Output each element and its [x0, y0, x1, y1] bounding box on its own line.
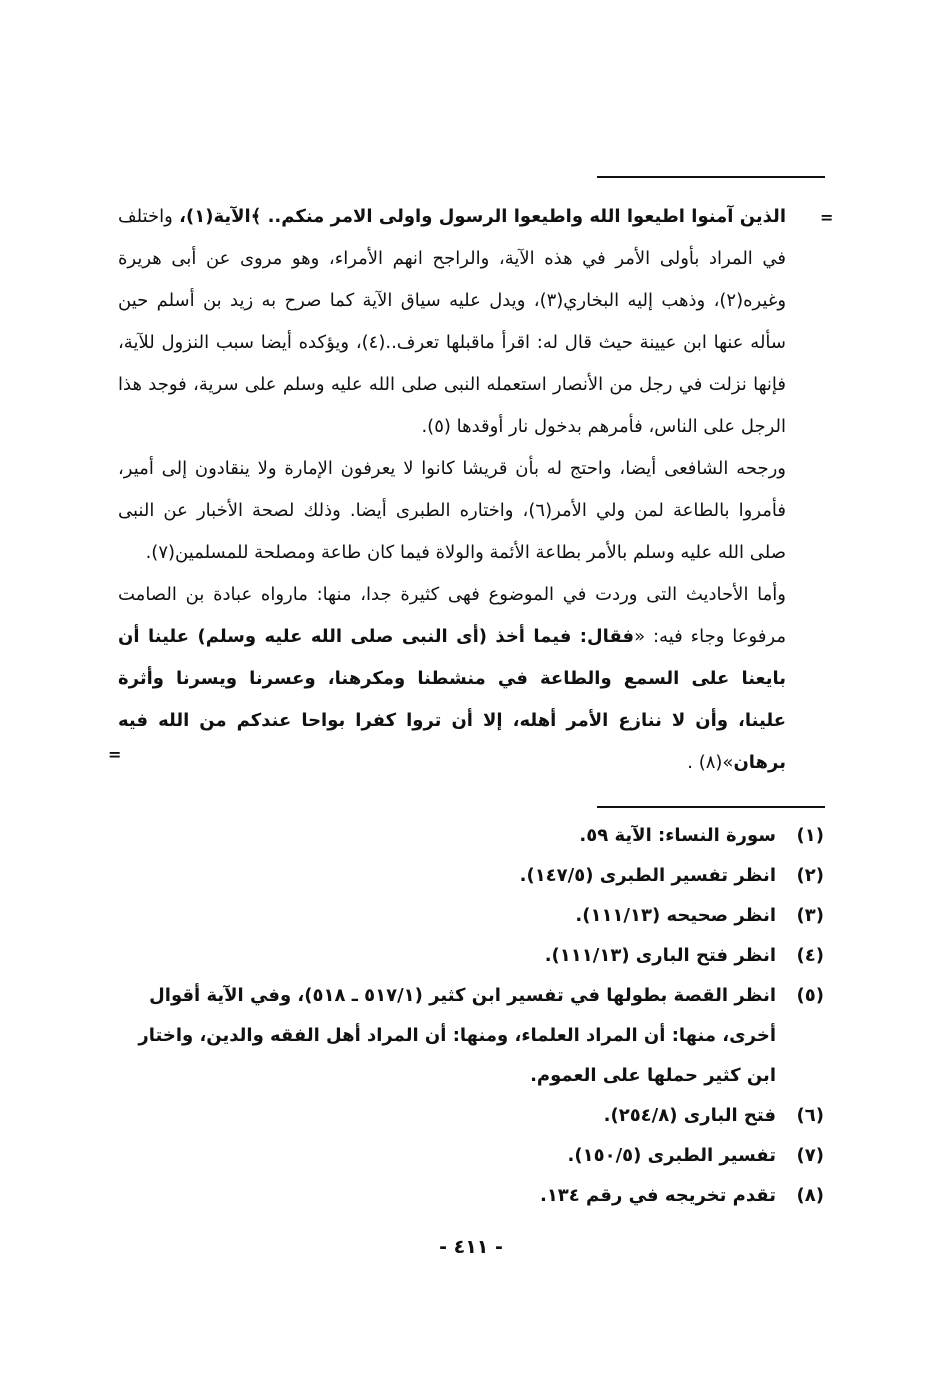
footnote-item	[118, 856, 824, 896]
footnote-item	[118, 896, 824, 936]
footnote-item	[118, 976, 824, 1096]
body-text: وأما الأحاديث التى وردت في الموضوع فهى كثيرة جدا، منها: مارواه عبادة بن الصامت مرفوعا وجاء فيه: «	[118, 584, 786, 647]
quran-verse-text: الذين آمنوا اطيعوا الله واطيعوا الرسول واولى الامر منكم.. ﴾الآية(١)،	[172, 206, 786, 227]
footnote-rule	[597, 806, 825, 808]
header-rule	[597, 176, 825, 178]
footnote-number: (٣)	[796, 905, 824, 926]
footnotes	[118, 816, 824, 1216]
footnote-item	[118, 816, 824, 856]
footnote-text: انظر صحيحه (١١١/١٣).	[575, 905, 776, 926]
continuation-mark-end: =	[108, 745, 122, 764]
footnote-text: انظر تفسير الطبرى (١٤٧/٥).	[519, 865, 776, 886]
footnote-text: تقدم تخريجه في رقم ١٣٤.	[539, 1185, 776, 1206]
paragraph	[118, 448, 786, 574]
footnote-number: (١)	[796, 825, 824, 846]
footnote-number: (٨)	[796, 1185, 824, 1206]
footnote-text: فتح البارى (٢٥٤/٨).	[603, 1105, 776, 1126]
body-text: »(٨) .	[687, 752, 734, 773]
footnote-item	[118, 1136, 824, 1176]
footnote-text: سورة النساء: الآية ٥٩.	[579, 825, 776, 846]
paragraph	[118, 574, 786, 784]
footnote-item	[118, 936, 824, 976]
body-text: واختلف في المراد بأولى الأمر في هذه الآية، والراجح انهم الأمراء، وهو مروى عن أبى هريرة وغيره(٢)، وذهب إليه البخاري(٣)، ويدل عليه سياق الآية كما صرح به زيد بن أسلم حين سأله عنها ابن عيينة حيث قال له: اقرأ ماقبلها تعرف..(٤)، ويؤكده أيضا سبب النزول للآية، فإنها نزلت في رجل من الأنصار استعمله النبى صلى الله عليه وسلم على سرية، فوجد هذا الرجل على الناس، فأمرهم بدخول نار أوقدها (٥).	[118, 206, 787, 437]
footnote-text: انظر فتح البارى (١١١/١٣).	[544, 945, 776, 966]
continuation-mark-start: =	[820, 208, 834, 227]
paragraph	[118, 196, 786, 448]
footnote-number: (٤)	[796, 945, 824, 966]
footnote-text: انظر القصة بطولها في تفسير ابن كثير (٥١٧/١ ـ ٥١٨)، وفي الآية أقوال أخرى، منها: أن المراد العلماء، ومنها: أن المراد أهل الفقه والدين، واختار ابن كثير حملها على العموم.	[138, 985, 776, 1086]
footnote-item	[118, 1096, 824, 1136]
hadith-text: فقال: فيما أخذ (أى النبى صلى الله عليه وسلم) علينا أن بايعنا على السمع والطاعة في منشطنا ومكرهنا، وعسرنا ويسرنا وأثرة علينا، وأن لا ننازع الأمر أهله، إلا أن تروا كفرا بواحا عندكم من الله فيه برهان	[118, 626, 786, 773]
footnote-number: (٢)	[796, 865, 824, 886]
main-text	[118, 196, 786, 784]
page-number: - ٤١١ -	[439, 1236, 503, 1258]
footnote-item	[118, 1176, 824, 1216]
body-text: ورجحه الشافعى أيضا، واحتج له بأن قريشا كانوا لا يعرفون الإمارة ولا ينقادون إلى أمير، فأمروا بالطاعة لمن ولي الأمر(٦)، واختاره الطبرى أيضا. وذلك لصحة الأخبار عن النبى صلى الله عليه وسلم بالأمر بطاعة الأئمة والولاة فيما كان طاعة ومصلحة للمسلمين(٧).	[118, 458, 786, 563]
footnote-number: (٦)	[796, 1105, 824, 1126]
footnote-number: (٧)	[796, 1145, 824, 1166]
footnote-number: (٥)	[796, 985, 824, 1006]
footnote-text: تفسير الطبرى (١٥٠/٥).	[567, 1145, 776, 1166]
